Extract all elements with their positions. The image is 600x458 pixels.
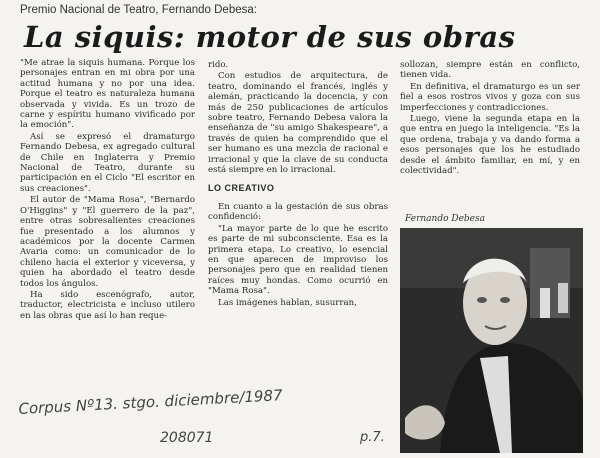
paragraph: El autor de "Mama Rosa", "Bernardo O'Higgins" y "El guerrero de la paz", entre otras sobresalientes creaciones fue presentado a los alumnos y académicos por la docente Carmen Avaria como: un comunicador de lo chileno hacia el exterior y viceversa, y quien ha abordado el teatro desde todos los ángulos. bbox=[20, 195, 195, 289]
handwritten-source-note: Corpus Nº13. stgo. diciembre/1987 bbox=[18, 386, 283, 418]
article-kicker: Premio Nacional de Teatro, Fernando Debesa: bbox=[20, 4, 257, 16]
section-subhead: LO CREATIVO bbox=[208, 183, 275, 194]
paragraph: sollozan, siempre están en conflicto, tienen vida. bbox=[400, 60, 580, 81]
paragraph: "Me atrae la siquis humana. Porque los personajes entran en mi obra por una actitud humana y no por una idea. Porque el teatro es naturaleza humana observada y vivida. Es un trozo de carne y espíritu humano vivificado por la emoción". bbox=[20, 58, 195, 131]
paragraph: Con estudios de arquitectura, de teatro, dominando el francés, inglés y alemán, practicando la docencia, y con más de 250 publicaciones de artículos sobre teatro, Fernando Debesa valora la enseñanza de "su amigo Shakespeare", a través de quien ha comprendido que el ser humano es una mezcla de racional e irracional y que la clave de su conducta está siempre en lo irracional. bbox=[208, 71, 388, 176]
article-headline: La siquis: motor de sus obras bbox=[24, 20, 516, 54]
paragraph: Ha sido escenógrafo, autor, traductor, electricista e incluso utilero en las obras que así lo han reque- bbox=[20, 289, 195, 321]
column-2 bbox=[208, 60, 388, 309]
handwritten-page: p.7. bbox=[360, 430, 385, 445]
column-1 bbox=[20, 58, 195, 322]
paragraph: "La mayor parte de lo que he escrito es parte de mi subconsciente. Esa es la primera etapa. Lo creativo, lo esencial en que aparecen de improviso los personajes pero que en realidad tienen raíces muy hondas. Como ocurrió en "Mama Rosa". bbox=[208, 223, 388, 297]
photo-caption: Fernando Debesa bbox=[405, 214, 485, 224]
paragraph: Así se expresó el dramaturgo Fernando Debesa, ex agregado cultural de Chile en Inglaterra y Premio Nacional de Teatro, durante su participación en el Ciclo "El escritor en sus creaciones". bbox=[20, 131, 195, 194]
column-3 bbox=[400, 60, 580, 177]
paragraph: Luego, viene la segunda etapa en la que entra en juego la inteligencia. "Es la que ordena, trabaja y va dando forma a esos personajes que los he estudiado desde el ámbito familiar, en mí, y en colectividad". bbox=[400, 114, 580, 177]
handwritten-number: 208071 bbox=[160, 430, 214, 446]
paragraph: En definitiva, el dramaturgo es un ser fiel a esos rostros vivos y goza con sus imperfecciones y contradicciones. bbox=[400, 81, 580, 113]
portrait-photo bbox=[400, 228, 583, 453]
paragraph: En cuanto a la gestación de sus obras confidenció: bbox=[208, 201, 388, 223]
paragraph: Las imágenes hablan, susurran, bbox=[218, 297, 357, 308]
paragraph: rido. bbox=[208, 60, 229, 70]
